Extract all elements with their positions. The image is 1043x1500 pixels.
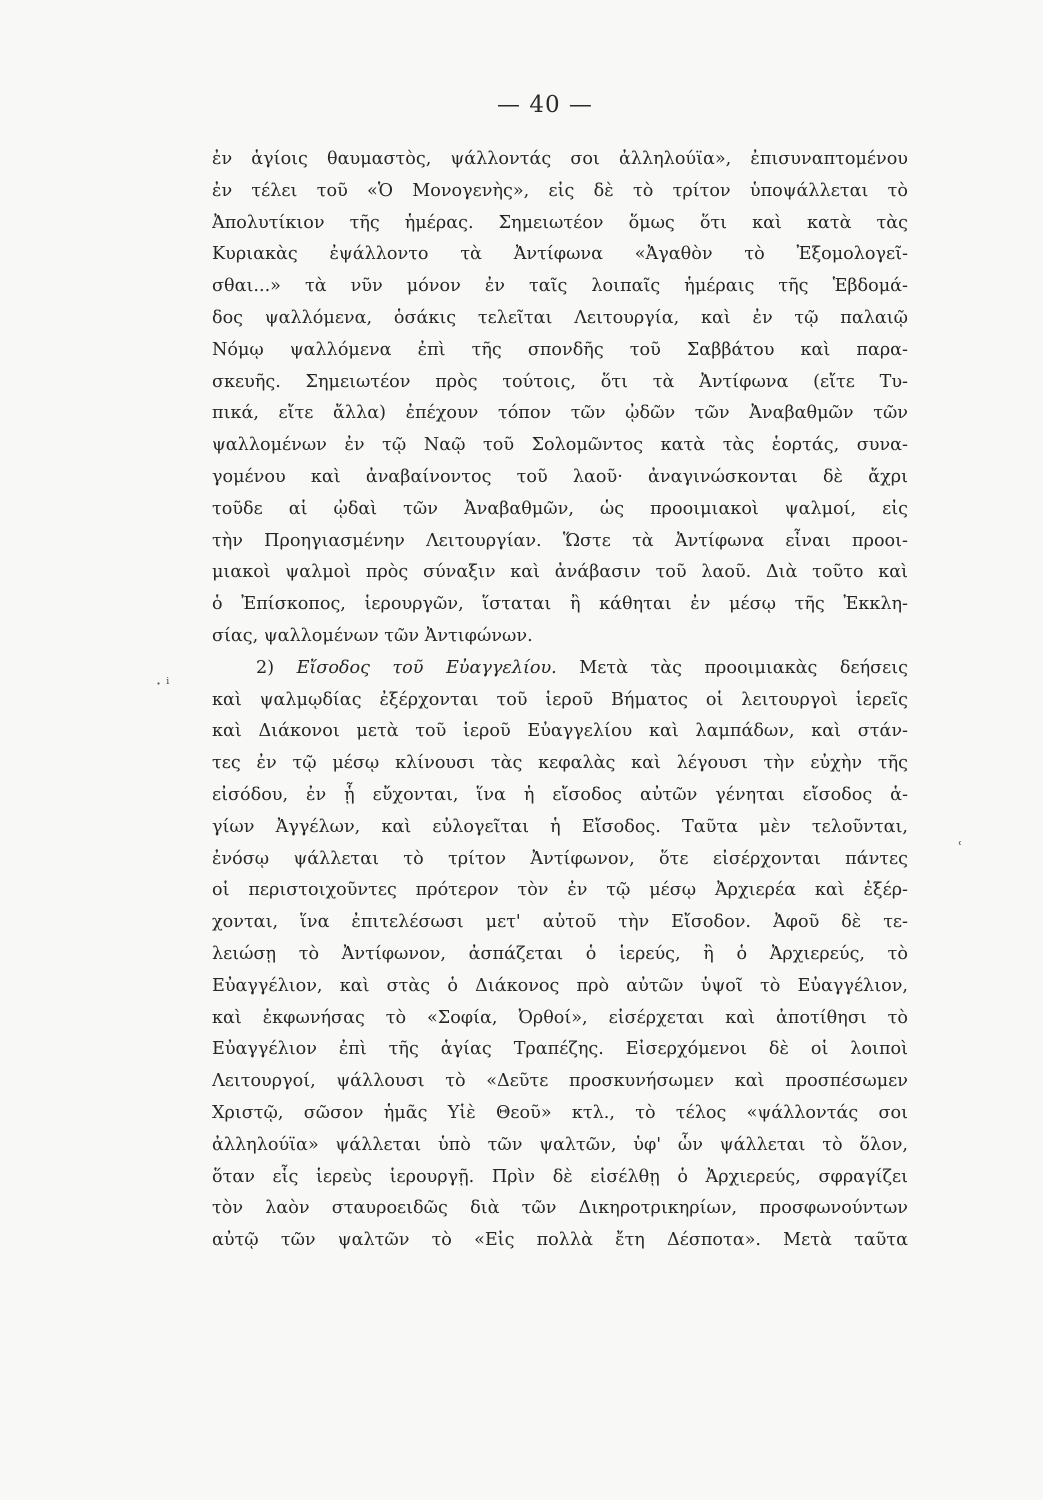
- text-line: ἐν τέλει τοῦ «Ὁ Μονογενὴς», εἰς δὲ τὸ τρίτον ὑποψάλλεται τὸ: [212, 180, 908, 201]
- text-line: ἐνόσῳ ψάλλεται τὸ τρίτον Ἀντίφωνον, ὅτε εἰσέρχονται πάντες: [212, 848, 908, 869]
- text-line: εἰσόδου, ἐν ᾗ εὔχονται, ἵνα ἡ εἴσοδος αὐτῶν γένηται εἴσοδος ἁ-: [212, 784, 908, 805]
- text-line: γίων Ἀγγέλων, καὶ εὐλογεῖται ἡ Εἴσοδος. Ταῦτα μὲν τελοῦνται,: [212, 816, 908, 837]
- text-line: ὅταν εἷς ἱερεὺς ἱερουργῇ. Πρὶν δὲ εἰσέλθῃ ὁ Ἀρχιερεύς, σφραγίζει: [212, 1166, 908, 1187]
- text-line: τὸν λαὸν σταυροειδῶς διὰ τῶν Δικηροτρικηρίων, προσφωνούντων: [212, 1198, 908, 1219]
- section-heading-line: [212, 653, 908, 685]
- text-line: μιακοὶ ψαλμοὶ πρὸς σύναξιν καὶ ἀνάβασιν τοῦ λαοῦ. Διὰ τοῦτο καὶ: [212, 562, 908, 583]
- text-line: χονται, ἵνα ἐπιτελέσωσι μετ' αὐτοῦ τὴν Εἴσοδον. Ἀφοῦ δὲ τε-: [212, 912, 908, 933]
- text-line: Λειτουργοί, ψάλλουσι τὸ «Δεῦτε προσκυνήσωμεν καὶ προσπέσωμεν: [212, 1071, 908, 1092]
- text-line: ὁ Ἐπίσκοπος, ἱερουργῶν, ἵσταται ἢ κάθηται ἐν μέσῳ τῆς Ἐκκλη-: [212, 594, 908, 615]
- text-line: σθαι...» τὰ νῦν μόνον ἐν ταῖς λοιπαῖς ἡμέραις τῆς Ἑβδομά-: [212, 276, 908, 297]
- text-line: λειώσῃ τὸ Ἀντίφωνον, ἀσπάζεται ὁ ἱερεύς, ἢ ὁ Ἀρχιερεύς, τὸ: [212, 943, 908, 964]
- text-line-rest: Μετὰ τὰς προοιμιακὰς δεήσεις: [579, 657, 908, 678]
- text-line: γομένου καὶ ἀναβαίνοντος τοῦ λαοῦ· ἀναγινώσκονται δὲ ἄχρι: [212, 466, 908, 487]
- text-line: τες ἐν τῷ μέσῳ κλίνουσι τὰς κεφαλὰς καὶ λέγουσι τὴν εὐχὴν τῆς: [212, 753, 908, 774]
- section-number: 2): [256, 657, 275, 678]
- text-line: Χριστῷ, σῶσον ἡμᾶς Υἱὲ Θεοῦ» κτλ., τὸ τέλος «ψάλλοντάς σοι: [212, 1102, 908, 1123]
- text-line: δος ψαλλόμενα, ὁσάκις τελεῖται Λειτουργία, καὶ ἐν τῷ παλαιῷ: [212, 307, 908, 328]
- margin-mark-left: · ⁱ: [156, 674, 170, 693]
- text-line: Εὐαγγέλιον, καὶ στὰς ὁ Διάκονος πρὸ αὐτῶν ὑψοῖ τὸ Εὐαγγέλιον,: [212, 975, 908, 996]
- text-line: καὶ Διάκονοι μετὰ τοῦ ἱεροῦ Εὐαγγελίου καὶ λαμπάδων, καὶ στάν-: [212, 721, 908, 742]
- text-line: Νόμῳ ψαλλόμενα ἐπὶ τῆς σπονδῆς τοῦ Σαββάτου καὶ παρα-: [212, 339, 908, 360]
- page-number: — 40 —: [497, 92, 593, 118]
- text-line: ψαλλομένων ἐν τῷ Ναῷ τοῦ Σολομῶντος κατὰ τὰς ἑορτάς, συνα-: [212, 435, 908, 456]
- body-text: [212, 144, 908, 1257]
- text-line: Ἀπολυτίκιον τῆς ἡμέρας. Σημειωτέον ὅμως ὅτι καὶ κατὰ τὰς: [212, 212, 908, 233]
- text-line: σίας, ψαλλομένων τῶν Ἀντιφώνων.: [212, 625, 533, 646]
- margin-mark-right: ʿ: [958, 840, 963, 856]
- text-line: πικά, εἴτε ἄλλα) ἐπέχουν τόπον τῶν ᾠδῶν τῶν Ἀναβαθμῶν τῶν: [212, 403, 908, 424]
- text-line: ἀλληλούϊα» ψάλλεται ὑπὸ τῶν ψαλτῶν, ὑφ' ὧν ψάλλεται τὸ ὅλον,: [212, 1134, 908, 1155]
- section-title: Εἴσοδος τοῦ Εὐαγγελίου.: [296, 657, 557, 678]
- text-line: καὶ ψαλμῳδίας ἐξέρχονται τοῦ ἱεροῦ Βήματος οἱ λειτουργοὶ ἱερεῖς: [212, 689, 908, 710]
- text-line: καὶ ἐκφωνήσας τὸ «Σοφία, Ὀρθοί», εἰσέρχεται καὶ ἀποτίθησι τὸ: [212, 1007, 908, 1028]
- text-line: οἱ περιστοιχοῦντες πρότερον τὸν ἐν τῷ μέσῳ Ἀρχιερέα καὶ ἐξέρ-: [212, 880, 908, 901]
- text-line: ἐν ἁγίοις θαυμαστὸς, ψάλλοντάς σοι ἀλληλούϊα», ἐπισυναπτομένου: [212, 149, 908, 169]
- text-line: αὐτῷ τῶν ψαλτῶν τὸ «Εἰς πολλὰ ἔτη Δέσποτα». Μετὰ ταῦτα: [212, 1230, 908, 1251]
- text-line: τὴν Προηγιασμένην Λειτουργίαν. Ὥστε τὰ Ἀντίφωνα εἶναι προοι-: [212, 530, 908, 551]
- text-line: Κυριακὰς ἐψάλλοντο τὰ Ἀντίφωνα «Ἀγαθὸν τὸ Ἐξομολογεῖ-: [212, 244, 908, 265]
- text-line: τοῦδε αἱ ᾠδαὶ τῶν Ἀναβαθμῶν, ὡς προοιμιακοὶ ψαλμοί, εἰς: [212, 498, 908, 519]
- text-line: σκευῆς. Σημειωτέον πρὸς τούτοις, ὅτι τὰ Ἀντίφωνα (εἴτε Τυ-: [212, 371, 908, 392]
- text-line: Εὐαγγέλιον ἐπὶ τῆς ἁγίας Τραπέζης. Εἰσερχόμενοι δὲ οἱ λοιποὶ: [212, 1039, 908, 1060]
